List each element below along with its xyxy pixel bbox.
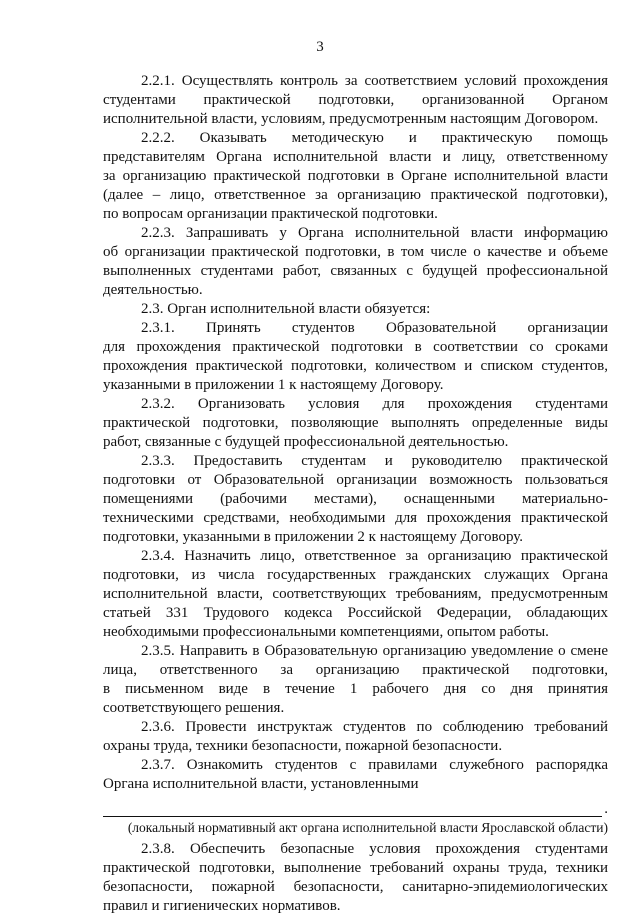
document-body (103, 72, 608, 916)
paragraph-p-2-3-7 (103, 756, 608, 794)
paragraph-p-2-3-4 (103, 547, 608, 642)
paragraph-line: указанными в приложении 1 к настоящему Договору. (103, 377, 444, 393)
paragraph-line: безопасности, пожарной безопасности, санитарно-эпидемиологических (103, 879, 608, 895)
paragraph-line: 2.3. Орган исполнительной власти обязуется: (141, 301, 431, 317)
underline-blank (103, 815, 602, 817)
paragraph-p-2-2-1 (103, 72, 608, 129)
paragraph-line: работ, связанные с будущей профессиональной деятельностью. (103, 434, 509, 450)
blank-line-end: . (604, 801, 608, 817)
paragraph-line: по вопросам организации практической подготовки. (103, 206, 438, 222)
paragraph-line: 2.3.5. Направить в Образовательную организацию уведомление о смене (141, 643, 608, 659)
paragraph-p-2-2-3 (103, 224, 608, 300)
paragraph-line: лица, ответственного за организацию практической подготовки, (103, 662, 608, 678)
paragraph-line: 2.2.3. Запрашивать у Органа исполнительной власти информацию (141, 225, 608, 241)
paragraph-p-2-3-6 (103, 718, 608, 756)
paragraph-line: правил и гигиенических нормативов. (103, 898, 341, 914)
paragraph-line: в письменном виде в течение 1 рабочего дня со дня принятия (103, 681, 608, 697)
paragraph-p-2-3-3 (103, 452, 608, 547)
paragraph-line: представителям Органа исполнительной власти и лицу, ответственному (103, 149, 608, 165)
paragraph-line: для прохождения практической подготовки в соответствии со сроками (103, 339, 608, 355)
paragraph-line: 2.3.3. Предоставить студентам и руководителю практической (141, 453, 608, 469)
paragraph-line: помещениями (рабочими местами), оснащенными материально- (103, 491, 608, 507)
paragraph-line: 2.3.1. Принять студентов Образовательной организации (141, 320, 608, 336)
paragraph-line: об организации практической подготовки, в том числе о качестве и объеме (103, 244, 608, 260)
paragraph-line: выполненных студентами работ, связанных с будущей профессиональной (103, 263, 608, 279)
paragraph-line: соответствующего решения. (103, 700, 285, 716)
paragraph-p-2-3-2 (103, 395, 608, 452)
paragraph-line: 2.3.7. Ознакомить студентов с правилами служебного распорядка (141, 757, 608, 773)
paragraph-p-2-3-5 (103, 642, 608, 718)
paragraph-line: охраны труда, техники безопасности, пожарной безопасности. (103, 738, 503, 754)
paragraph-line: (далее – лицо, ответственное за организацию практической подготовки), (103, 187, 608, 203)
paragraph-line: за организацию практической подготовки в Органе исполнительной власти (103, 168, 608, 184)
paragraph-line: 2.3.2. Организовать условия для прохождения студентами (141, 396, 608, 412)
blank-fill-line (103, 797, 608, 817)
paragraph-line: деятельностью. (103, 282, 203, 298)
paragraph-line: подготовки от Образовательной организации возможность пользоваться (103, 472, 608, 488)
page-number: 3 (316, 39, 324, 55)
paragraph-line: 2.3.4. Назначить лицо, ответственное за организацию практической (141, 548, 608, 564)
paragraph-line: Органа исполнительной власти, установленными (103, 776, 419, 792)
paragraph-p-2-3-1 (103, 319, 608, 395)
paragraph-line: практической подготовки, позволяющие выполнять определенные виды (103, 415, 608, 431)
paragraph-line: 2.2.1. Осуществлять контроль за соответствием условий прохождения (141, 73, 608, 89)
paragraph-line: исполнительной власти, соответствующих требованиям, предусмотренным (103, 586, 608, 602)
footnote-caption: (локальный нормативный акт органа исполнительной власти Ярославской области) (127, 820, 608, 835)
paragraph-line: подготовки, из числа государственных гражданских служащих Органа (103, 567, 608, 583)
paragraph-line: исполнительной власти, условиям, предусмотренным настоящим Договором. (103, 111, 599, 127)
paragraph-line: 2.3.6. Провести инструктаж студентов по соблюдению требований (141, 719, 608, 735)
paragraph-line: практической подготовки, выполнение требований охраны труда, техники (103, 860, 608, 876)
paragraph-p-2-2-2 (103, 129, 608, 224)
paragraph-line: 2.2.2. Оказывать методическую и практическую помощь (141, 130, 608, 146)
paragraph-line: статьей 331 Трудового кодекса Российской Федерации, обладающих (103, 605, 608, 621)
paragraph-line: подготовки, указанными в приложении 2 к настоящему Договору. (103, 529, 524, 545)
paragraph-p-2-3 (103, 300, 608, 319)
paragraph-line: необходимыми профессиональными компетенциями, опытом работы. (103, 624, 549, 640)
paragraph-line: 2.3.8. Обеспечить безопасные условия прохождения студентами (141, 841, 608, 857)
paragraph-line: студентами практической подготовки, организованной Органом (103, 92, 608, 108)
paragraph-line: прохождения практической подготовки, количеством и списком студентов, (103, 358, 608, 374)
paragraph-line: техническими средствами, необходимыми для прохождения практической (103, 510, 608, 526)
